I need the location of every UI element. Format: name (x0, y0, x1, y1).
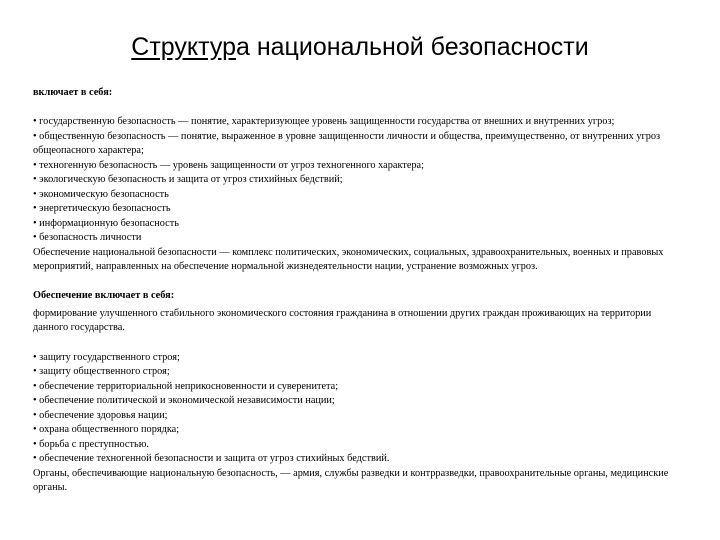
list-item: • техногенную безопасность — уровень защищенности от угроз техногенного характера; (33, 159, 424, 171)
list-item: • общественную безопасность — понятие, выраженное в уровне защищенности личности и общества, преимущественно, от внутренних угроз общеопасного характера; (33, 130, 661, 157)
slide-body (33, 86, 688, 495)
closing-paragraph: Органы, обеспечивающие национальную безопасность, — армия, службы разведки и контрразведки, правоохранительные органы, медицинские органы. (33, 467, 669, 493)
list-item: • обеспечение территориальной неприкосновенности и суверенитета; (33, 380, 339, 392)
section2-heading: Обеспечение включает в себя: (33, 290, 175, 302)
spacer (33, 100, 688, 115)
slide-title-underlined: Структур (131, 33, 236, 61)
definition-paragraph: Обеспечение национальной безопасности — комплекс политических, экономических, социальных, здравоохранительных, военных и правовых мероприятий, направленных на обеспечение нормальной жизнедеятельности нации, устранение возможных угроз. (33, 246, 664, 272)
section1-heading: включает в себя: (33, 87, 113, 98)
list-item: • защиту общественного строя; (33, 366, 170, 378)
spacer (33, 274, 688, 289)
list-item: • обеспечение политической и экономической независимости нации; (33, 395, 335, 407)
list-item: • информационную безопасность (33, 217, 179, 229)
list-item: • охрана общественного порядка; (33, 424, 180, 436)
list-item: • обеспечение техногенной безопасности и защита от угроз стихийных бедствий. (33, 453, 390, 465)
list-item: • государственную безопасность — понятие, характеризующее уровень защищенности государства от внешних и внутренних угроз; (33, 116, 615, 128)
list-item: • безопасность личности (33, 232, 142, 244)
section2-intro: формирование улучшенного стабильного экономического состояния гражданина в отношении других граждан проживающих на территории данного государства. (33, 307, 652, 334)
slide-title-rest: а национальной безопасности (235, 33, 589, 61)
list-item: • экологическую безопасность и защита от угроз стихийных бедствий; (33, 174, 343, 186)
list-item: • энергетическую безопасность (33, 203, 171, 215)
spacer (33, 336, 688, 351)
slide-title (0, 30, 720, 64)
list-item: • борьба с преступностью. (33, 438, 149, 450)
section1-list (33, 115, 688, 245)
list-item: • защиту государственного строя; (33, 351, 180, 363)
list-item: • экономическую безопасность (33, 188, 169, 200)
section2-list (33, 351, 688, 467)
list-item: • обеспечение здоровья нации; (33, 409, 168, 421)
